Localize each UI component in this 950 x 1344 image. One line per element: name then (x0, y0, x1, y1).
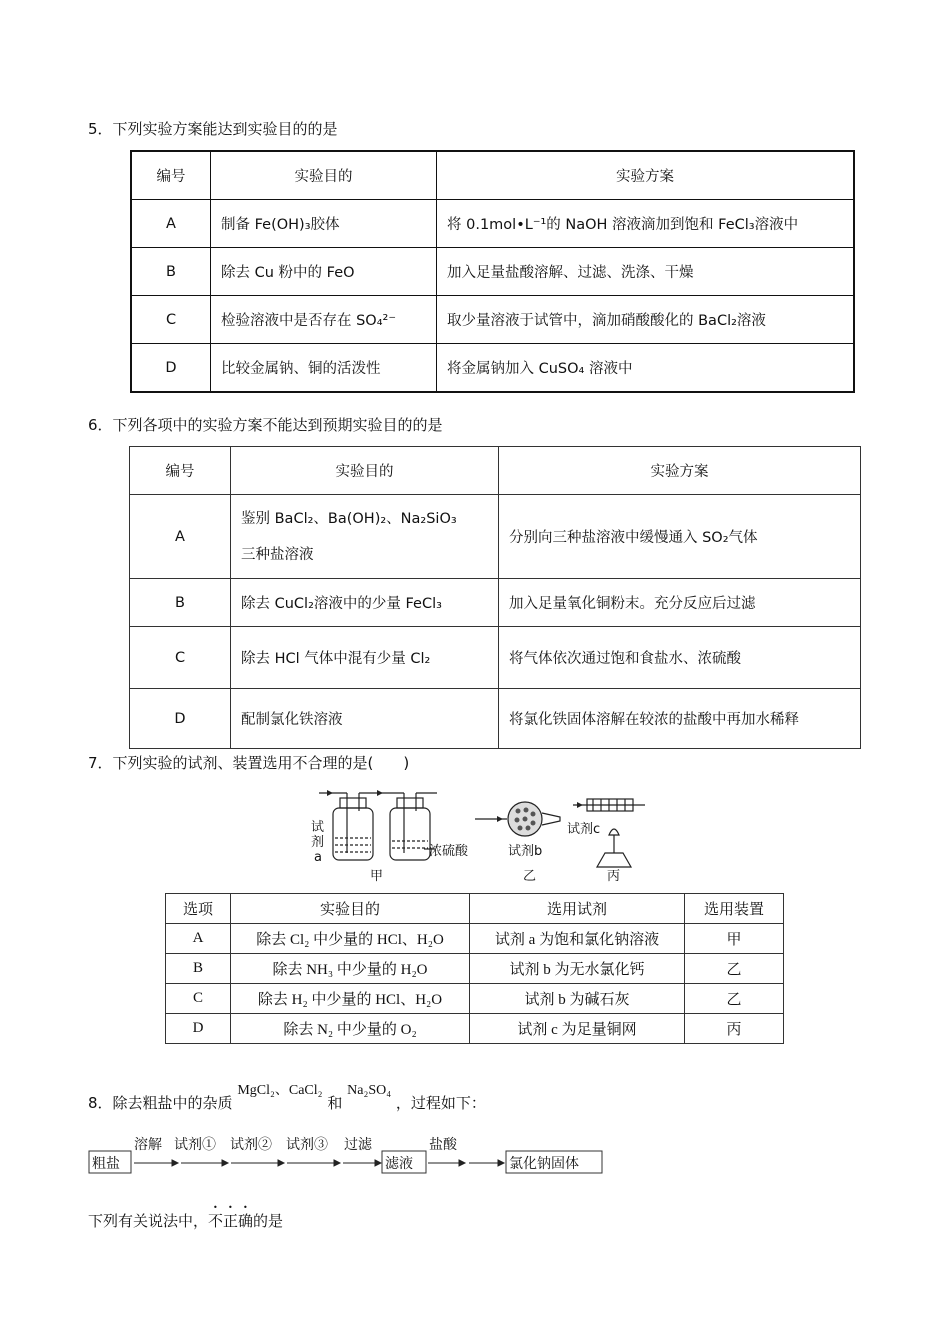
header-cell: 实验目的 (211, 151, 437, 200)
cell-device: 乙 (685, 984, 784, 1014)
cell-purpose-line: 鉴别 BaCl₂、Ba(OH)₂、Na₂SiO₃ (241, 510, 457, 527)
table-row (131, 248, 854, 296)
cell-reagent: 试剂 b 为无水氯化钙 (470, 954, 685, 984)
q8-stem-suffix: ，过程如下： (395, 1094, 486, 1112)
table-row (166, 894, 784, 924)
device-bing-label: 丙 (607, 869, 621, 884)
cell-purpose: 除去 H₂ 中少量的 HCl、H₂O (231, 984, 470, 1014)
cell-id: D (131, 344, 211, 393)
flow-step-reagent1: 试剂① (174, 1137, 216, 1153)
cell-reagent: 试剂 c 为足量铜网 (470, 1014, 685, 1044)
q7-table (165, 893, 784, 1044)
q8-impurity3: Na₂SO₄ (347, 1083, 392, 1098)
q6-stem: 6．下列各项中的实验方案不能达到预期实验目的的是 (88, 416, 443, 434)
cell-plan: 将 0.1mol•L⁻¹的 NaOH 溶液滴加到饱和 FeCl₃溶液中 (437, 200, 855, 248)
flow-step-dissolve: 溶解 (134, 1137, 162, 1153)
table-row (131, 344, 854, 393)
q8-stem-prefix: 8．除去粗盐中的杂质 (88, 1094, 233, 1112)
cell-device: 甲 (685, 924, 784, 954)
cell-purpose: 除去 CuCl₂溶液中的少量 FeCl₃ (231, 579, 499, 627)
header-cell: 实验目的 (231, 447, 499, 495)
cell-plan: 将氯化铁固体溶解在较浓的盐酸中再加水稀释 (499, 689, 861, 749)
cell-reagent: 试剂 a 为饱和氯化钠溶液 (470, 924, 685, 954)
table-row (131, 296, 854, 344)
flow-start: 粗盐 (92, 1156, 120, 1172)
header-cell: 选项 (166, 894, 231, 924)
cell-plan: 加入足量盐酸溶解、过滤、洗涤、干燥 (437, 248, 855, 296)
cell-id: C (130, 627, 231, 689)
cell-purpose-line: 三种盐溶液 (241, 546, 314, 563)
table-row (130, 627, 861, 689)
arrow-icon (327, 790, 333, 796)
cell-id: C (166, 984, 231, 1014)
header-cell: 选用装置 (685, 894, 784, 924)
cell-id: A (131, 200, 211, 248)
arrow-icon (377, 790, 383, 796)
header-cell: 实验方案 (499, 447, 861, 495)
q5-table (130, 150, 855, 393)
q8-followup-suffix: 的是 (253, 1212, 284, 1230)
table-row (130, 495, 861, 579)
cell-purpose: 制备 Fe(OH)₃胶体 (211, 200, 437, 248)
flow-step-reagent3: 试剂③ (286, 1137, 328, 1153)
cell-plan: 分别向三种盐溶液中缓慢通入 SO₂气体 (499, 495, 861, 579)
cell-purpose: 除去 HCl 气体中混有少量 Cl₂ (231, 627, 499, 689)
apparatus-diagram (305, 783, 655, 888)
cell-plan: 将气体依次通过饱和食盐水、浓硫酸 (499, 627, 861, 689)
cell-purpose: 除去 Cl₂ 中少量的 HCl、H₂O (231, 924, 470, 954)
header-cell: 实验目的 (231, 894, 470, 924)
process-flow (88, 1133, 608, 1178)
flow-end: 氯化钠固体 (509, 1156, 579, 1172)
table-row (166, 1014, 784, 1044)
q8-emphasis: 不正确 (208, 1212, 254, 1230)
q8-impurities: MgCl₂、CaCl₂ (237, 1083, 323, 1098)
reagent-c-label: 试剂c (567, 822, 601, 837)
table-row (131, 151, 854, 200)
q8-followup (88, 1203, 283, 1231)
cell-purpose: 比较金属钠、铜的活泼性 (211, 344, 437, 393)
flow-step-reagent2: 试剂② (230, 1137, 272, 1153)
flow-step-filter: 过滤 (344, 1137, 372, 1153)
q8-followup-prefix: 下列有关说法中， (88, 1212, 209, 1230)
table-row (131, 200, 854, 248)
cell-id: C (131, 296, 211, 344)
cell-id: D (166, 1014, 231, 1044)
table-row (166, 954, 784, 984)
table-row (130, 579, 861, 627)
cell-id: B (166, 954, 231, 984)
table-row (166, 924, 784, 954)
cell-purpose: 除去 N₂ 中少量的 O₂ (231, 1014, 470, 1044)
cell-plan: 取少量溶液于试管中，滴加硝酸酸化的 BaCl₂溶液 (437, 296, 855, 344)
cell-purpose: 除去 Cu 粉中的 FeO (211, 248, 437, 296)
reagent-a-label: 试 (311, 820, 325, 835)
cell-device: 乙 (685, 954, 784, 984)
header-cell: 实验方案 (437, 151, 855, 200)
cell-purpose (231, 495, 499, 579)
reagent-a-label: 剂 (311, 835, 325, 850)
flow-step-acid: 盐酸 (429, 1137, 457, 1153)
cell-purpose: 除去 NH₃ 中少量的 H₂O (231, 954, 470, 984)
cell-reagent: 试剂 b 为碱石灰 (470, 984, 685, 1014)
q7-stem: 7．下列实验的试剂、装置选用不合理的是( ) (88, 754, 410, 772)
table-row (166, 984, 784, 1014)
q8-stem (88, 1083, 486, 1113)
header-cell: 选用试剂 (470, 894, 685, 924)
cell-plan: 将金属钠加入 CuSO₄ 溶液中 (437, 344, 855, 393)
device-yi-label: 乙 (523, 869, 537, 884)
arrow-icon (497, 816, 503, 822)
table-row (130, 689, 861, 749)
cell-device: 丙 (685, 1014, 784, 1044)
q5-stem: 5．下列实验方案能达到实验目的的是 (88, 120, 338, 138)
table-row (130, 447, 861, 495)
cell-plan: 加入足量氧化铜粉末。充分反应后过滤 (499, 579, 861, 627)
reagent-b-label: 试剂b (508, 844, 543, 859)
header-cell: 编号 (130, 447, 231, 495)
arrows (134, 1160, 504, 1166)
bottle-jia-1 (319, 793, 385, 860)
flow-filtrate: 滤液 (385, 1156, 413, 1172)
header-cell: 编号 (131, 151, 211, 200)
cell-id: B (131, 248, 211, 296)
device-jia-label: 甲 (370, 869, 384, 884)
q8-and: 和 (327, 1094, 343, 1112)
conc-acid-label: 浓硫酸 (429, 844, 469, 859)
q6-table (129, 446, 861, 749)
cell-id: D (130, 689, 231, 749)
cell-id: B (130, 579, 231, 627)
cell-id: A (130, 495, 231, 579)
cell-id: A (166, 924, 231, 954)
cell-purpose: 配制氯化铁溶液 (231, 689, 499, 749)
arrow-icon (577, 802, 583, 808)
cell-purpose: 检验溶液中是否存在 SO₄²⁻ (211, 296, 437, 344)
reagent-a-label: a (314, 850, 322, 865)
